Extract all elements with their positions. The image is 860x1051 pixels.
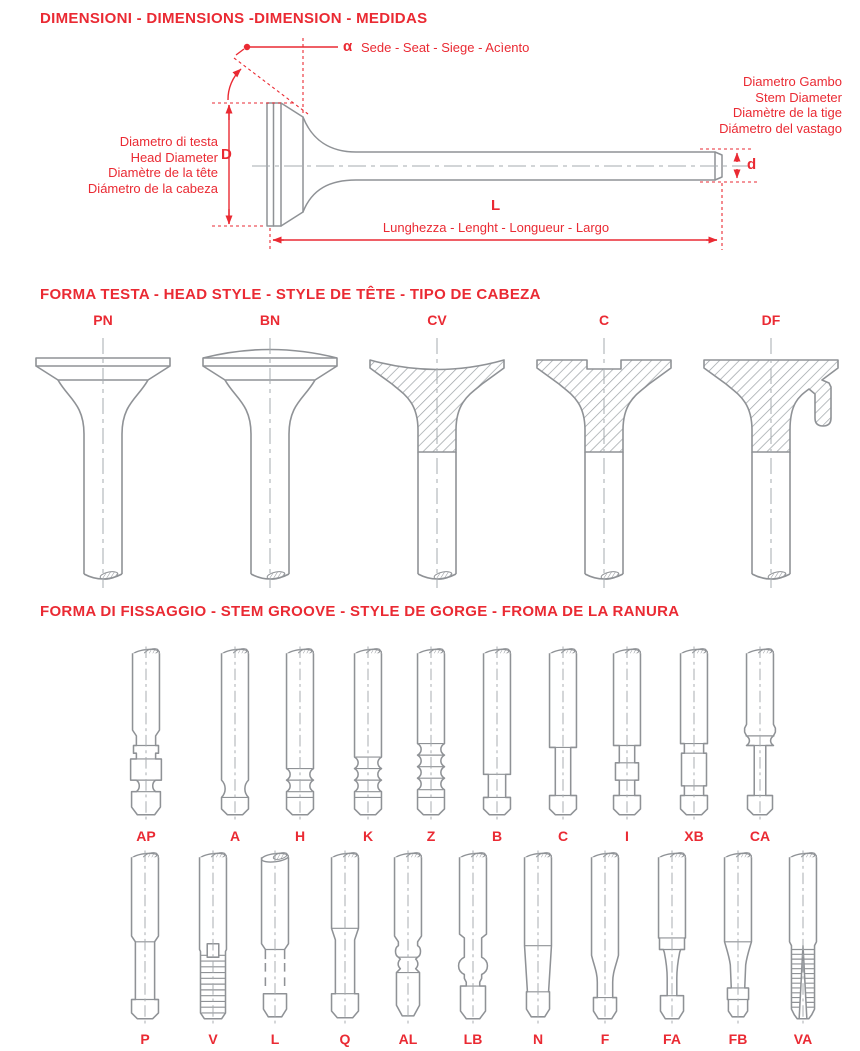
head-diameter-line: Head Diameter	[130, 149, 218, 165]
stem-label-ap: AP	[136, 828, 156, 844]
stem-figure-c	[531, 642, 595, 824]
stem-figure-z	[399, 642, 463, 824]
stem-figure-k	[336, 642, 400, 824]
stem-label-xb: XB	[684, 828, 704, 844]
head-diameter-label-block	[40, 134, 218, 196]
stem-label-ca: CA	[749, 828, 771, 844]
stem-diameter-line: Diámetro del vastago	[719, 120, 842, 136]
stem-figure-ca	[728, 642, 792, 824]
seat-label: Sede - Seat - Siege - Acìento	[361, 40, 530, 55]
stem-label-f: F	[600, 1031, 610, 1047]
head-style-label-bn: BN	[259, 312, 281, 328]
stem-diameter-line: Stem Diameter	[755, 89, 842, 105]
dim-D-label: D	[221, 146, 232, 163]
stem-label-h: H	[294, 828, 306, 844]
head-style-title: FORMA TESTA - HEAD STYLE - STYLE DE TÊTE - TIPO DE CABEZA	[40, 286, 541, 303]
stem-figure-h	[268, 642, 332, 824]
dimensions-title: DIMENSIONI - DIMENSIONS -DIMENSION - MEDIDAS	[40, 10, 428, 27]
stem-groove-title: FORMA DI FISSAGGIO - STEM GROOVE - STYLE DE GORGE - FROMA DE LA RANURA	[40, 603, 680, 620]
stem-diameter-line: Diametro Gambo	[743, 74, 842, 89]
head-figure-pn	[28, 334, 178, 592]
stem-figure-i	[595, 642, 659, 824]
stem-label-k: K	[362, 828, 374, 844]
stem-label-i: I	[625, 828, 629, 844]
stem-label-fb: FB	[728, 1031, 748, 1047]
stem-label-l: L	[270, 1031, 280, 1047]
head-figure-df	[696, 334, 846, 592]
head-style-label-df: DF	[761, 312, 781, 328]
head-style-label-c: C	[598, 312, 610, 328]
head-figure-bn	[195, 334, 345, 592]
stem-figure-v	[181, 846, 245, 1028]
stem-label-z: Z	[426, 828, 436, 844]
stem-label-n: N	[532, 1031, 544, 1047]
stem-label-lb: LB	[463, 1031, 483, 1047]
stem-figure-xb	[662, 642, 726, 824]
stem-label-b: B	[491, 828, 503, 844]
stem-label-v: V	[208, 1031, 218, 1047]
stem-label-fa: FA	[663, 1031, 681, 1047]
head-diameter-line: Diametro di testa	[119, 134, 218, 149]
stem-figure-fa	[640, 846, 704, 1028]
stem-figure-f	[573, 846, 637, 1028]
stem-figure-lb	[441, 846, 505, 1028]
stem-figure-p	[113, 846, 177, 1028]
stem-label-al: AL	[398, 1031, 418, 1047]
dim-L-label: L	[491, 197, 501, 214]
head-diameter-line: Diámetro de la cabeza	[87, 180, 218, 196]
stem-figure-b	[465, 642, 529, 824]
head-figure-cv	[362, 334, 512, 592]
head-style-label-cv: CV	[427, 312, 447, 328]
stem-figure-al	[376, 846, 440, 1028]
head-figure-c	[529, 334, 679, 592]
dim-d-label: d	[747, 156, 757, 173]
head-style-label-pn: PN	[93, 312, 113, 328]
stem-figure-ap	[114, 642, 178, 824]
length-label: Lunghezza - Lenght - Longueur - Largo	[382, 220, 610, 235]
stem-diameter-label-block	[719, 74, 842, 136]
head-diameter-line: Diamètre de la tête	[108, 165, 218, 180]
stem-label-va: VA	[793, 1031, 813, 1047]
stem-label-a: A	[229, 828, 241, 844]
stem-figure-a	[203, 642, 267, 824]
stem-figure-n	[506, 846, 570, 1028]
stem-figure-fb	[706, 846, 770, 1028]
stem-figure-q	[313, 846, 377, 1028]
alpha-symbol: α	[343, 38, 353, 55]
stem-diameter-line: Diamètre de la tige	[732, 105, 842, 120]
stem-figure-l	[243, 846, 307, 1028]
stem-label-p: P	[140, 1031, 150, 1047]
stem-label-c: C	[557, 828, 569, 844]
stem-figure-va	[771, 846, 835, 1028]
stem-label-q: Q	[339, 1031, 351, 1047]
